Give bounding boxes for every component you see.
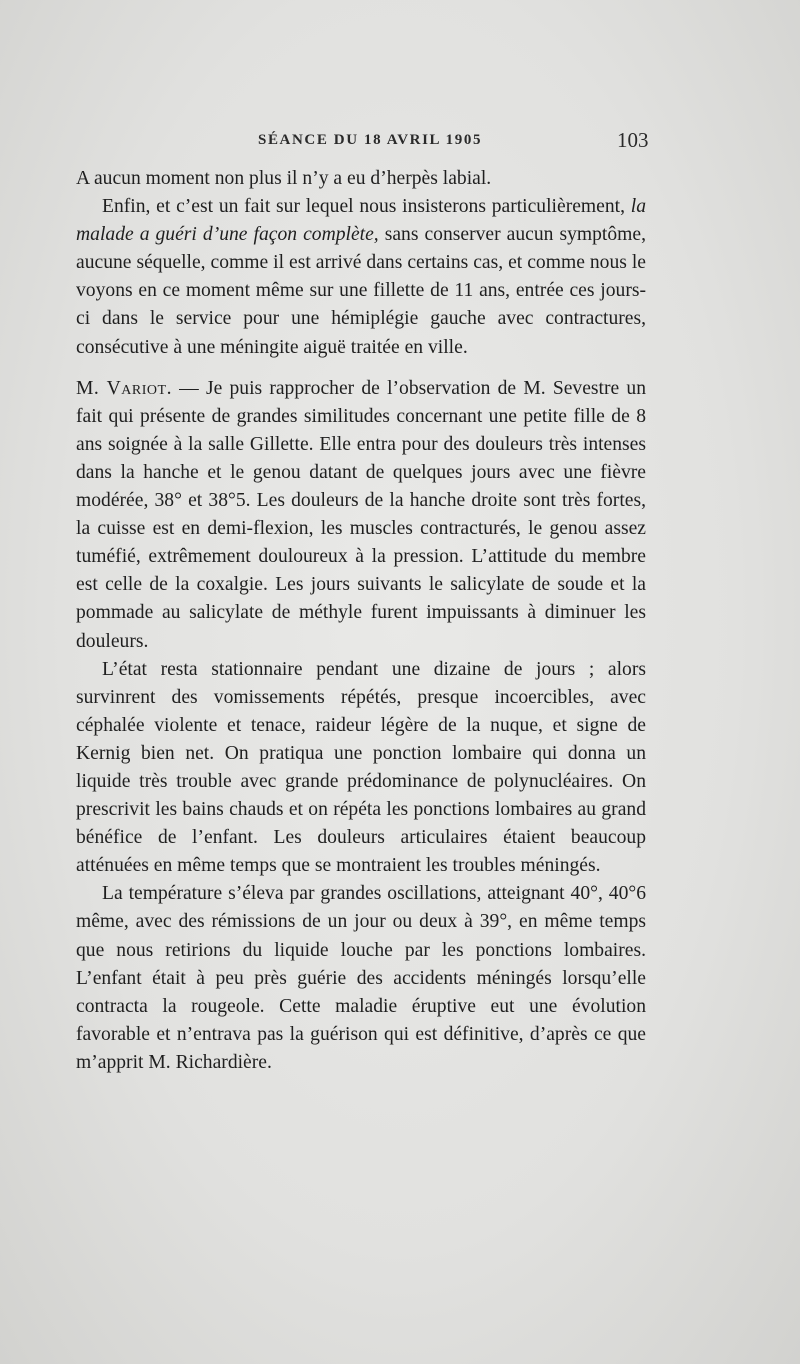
paragraph-2 [76, 193, 646, 362]
body-text [76, 165, 646, 1077]
paragraph-3 [76, 375, 646, 656]
paragraph-4 [76, 656, 646, 881]
paragraph-2-rest: sans conserver aucun symptôme, aucune séquelle, comme il est arrivé dans certains cas, et comme nous le voyons en ce moment même sur une fillette de 11 ans, entrée ces jours-ci dans le service pour une hémiplégie gauche avec contractures, consécutive à une méningite aiguë traitée en ville. [76, 224, 646, 358]
paragraph-2-italic: la malade a guéri d’une façon complète, [76, 196, 646, 246]
paragraph-1-text: A aucun moment non plus il n’y a eu d’herpès labial. [76, 168, 492, 189]
paragraph-3-text: — Je puis rapprocher de l’observation de M. Sevestre un fait qui présente de grandes similitudes concernant une petite fille de 8 ans soignée à la salle Gillette. Elle entra pour des douleurs très intenses dans la hanche et le genou datant de quelques jours avec une fièvre modérée, 38° et 38°5. Les douleurs de la hanche droite sont très fortes, la cuisse est en demi-flexion, les muscles contracturés, le genou assez tuméfié, extrêmement douloureux à la pression. L’attitude du membre est celle de la coxalgie. Les jours suivants le salicylate de soude et la pommade au salicylate de méthyle furent impuissants à diminuer les douleurs. [76, 377, 647, 652]
paragraph-1 [76, 165, 646, 193]
paragraph-2-lead: Enfin, et c’est un fait sur lequel nous insisterons particulièrement, [102, 196, 631, 218]
page-header [0, 128, 800, 158]
page-number: 103 [617, 128, 649, 152]
paragraph-4-text: L’état resta stationnaire pendant une dizaine de jours ; alors survinrent des vomissements répétés, presque incoercibles, avec céphalée violente et tenace, raideur légère de la nuque, et signe de Kernig bien net. On pratiqua une ponction lombaire qui donna un liquide très trouble avec grande prédominance de polynucléaires. On prescrivit les bains chauds et on répéta les ponctions lombaires au grand bénéfice de l’enfant. Les douleurs articulaires étaient beaucoup atténuées en même temps que se montraient les troubles méningés. [76, 658, 646, 877]
speaker-name: M. Variot. [76, 377, 172, 399]
paragraph-5-text: La température s’éleva par grandes oscillations, atteignant 40°, 40°6 même, avec des rémissions de un jour ou deux à 39°, en même temps que nous retirions du liquide louche par les ponctions lombaires. L’enfant était à peu près guérie des accidents méningés lorsqu’elle contracta la rougeole. Cette maladie éruptive eut une évolution favorable et n’entrava pas la guérison qui est définitive, d’après ce que m’apprit M. Richardière. [76, 883, 646, 1073]
running-title: SÉANCE DU 18 AVRIL 1905 [258, 132, 483, 148]
paragraph-5 [76, 880, 646, 1077]
